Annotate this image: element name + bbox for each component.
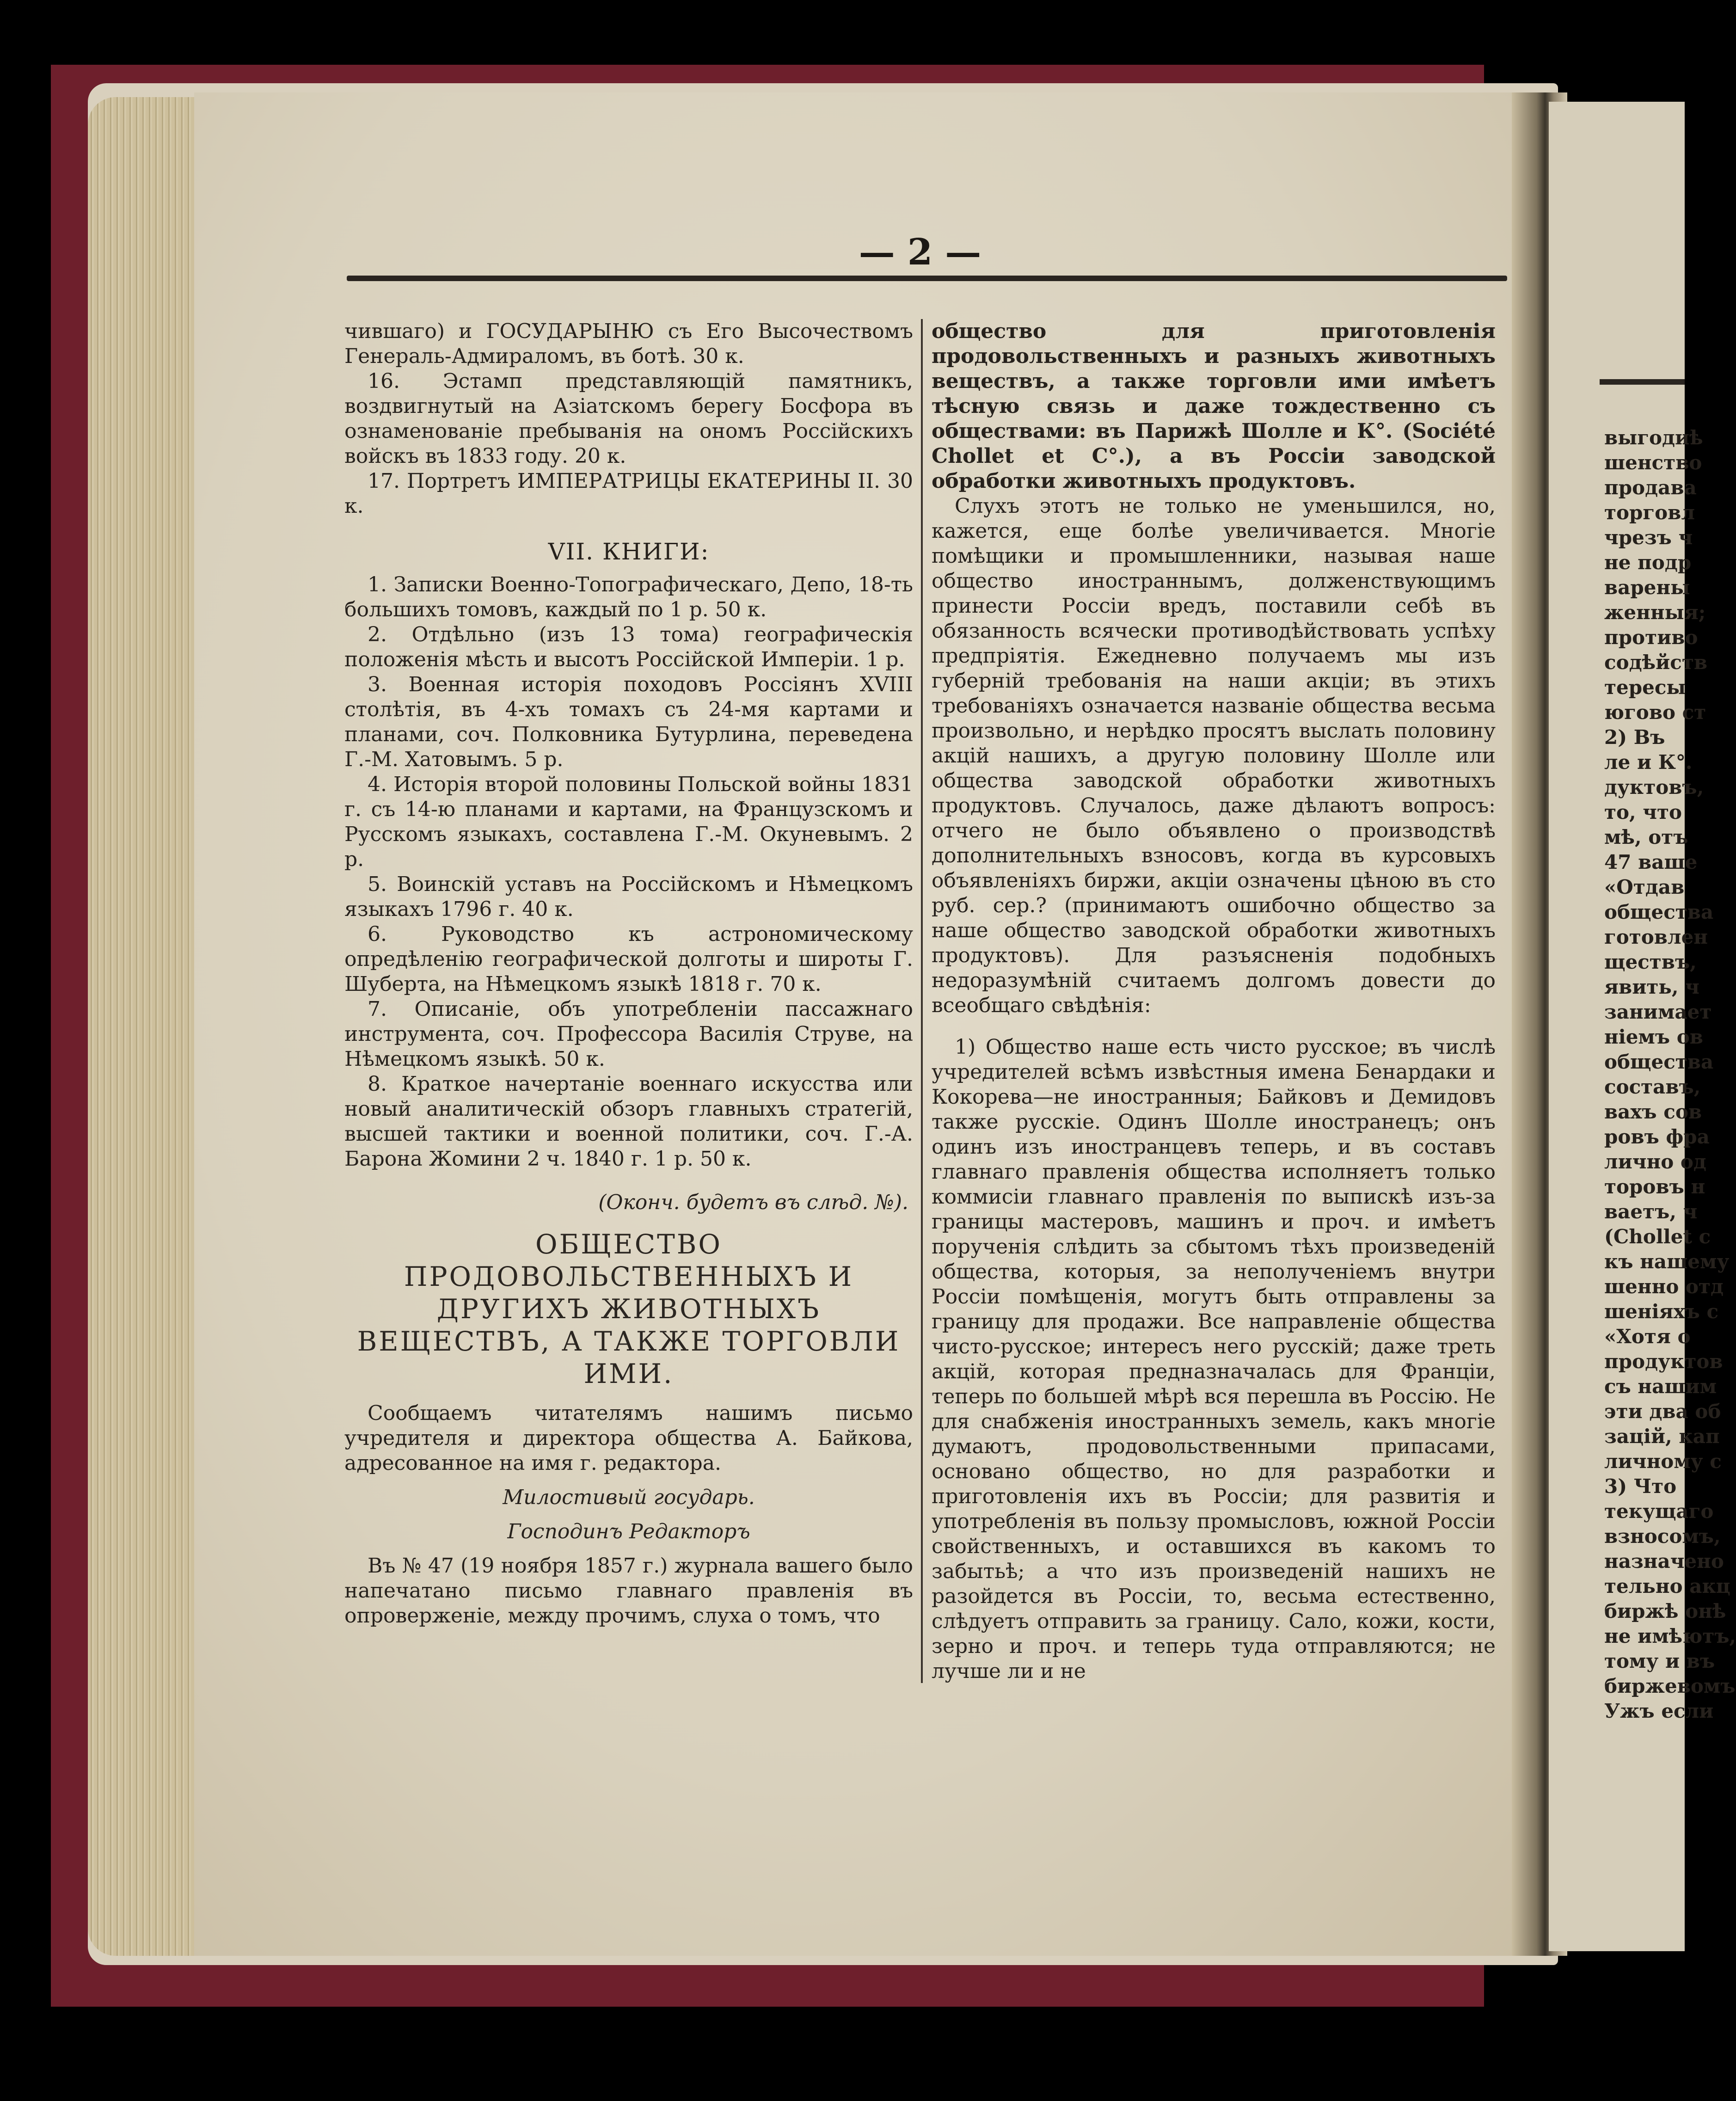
page-number: — 2 — bbox=[859, 231, 981, 273]
paragraph: 16. Эстамп представляющій памятникъ, воздвигнутый на Азіатскомъ берегу Босфора въ ознаменованіе пребыванія на ономъ Россійскихъ войскъ въ 1833 году. 20 к. bbox=[344, 369, 913, 468]
next-page-line: тельно акц bbox=[1604, 1575, 1730, 1597]
paragraph: общество для приготовленія продовольственныхъ и разныхъ животныхъ веществъ, а также торговли ими имѣетъ тѣсную связь и даже тождественно съ обществами: въ Парижѣ Шолле и К°. (Société Chollet et C°.), а въ Россіи заводской обработки животныхъ продуктовъ. bbox=[932, 319, 1496, 493]
next-page-line: 47 ваше bbox=[1604, 851, 1698, 873]
next-page-header-rule bbox=[1600, 379, 1685, 385]
list-item: 1. Записки Военно-Топографическаго, Депо, 18-ть большихъ томовъ, каждый по 1 р. 50 к. bbox=[344, 573, 913, 621]
next-page-line: ровъ фра bbox=[1604, 1125, 1710, 1148]
paragraph: 1) Общество наше есть чисто русское; въ числѣ учредителей всѣмъ извѣстныя имена Бенардаки и Кокорева—не иностранныя; Байковъ и Демидовъ также русскіе. Одинъ Шолле иностранецъ; онъ одинъ изъ иностранцевъ теперь, и въ составъ главнаго правленія общества исполняетъ только коммисіи главнаго правленія по выпискѣ изъ-за границы мастеровъ, машинъ и проч. и имѣетъ порученія слѣдить за сбытомъ тѣхъ произведеній общества, которыя, за неполученіемъ внутри Россіи помѣщенія, могутъ быть отправлены за границу для продажи. Все направленіе общества чисто-русское; интересъ него русскій; даже треть акцій, которая предназначалась для Франціи, теперь по большей мѣрѣ вся перешла въ Россію. Не для снабженія иностранныхъ земель, какъ многіе думаютъ, продовольственными припасами, основано общество, но для разработки и приготовленія ихъ въ Россіи; для развитія и употребленія въ пользу промысловъ, южной Россіи свойственныхъ, и оставшихся въ какомъ то забытьѣ; а что изъ произведеній нашихъ не разойдется въ Россіи, то, весьма естественно, слѣдуетъ отправить за границу. Сало, кожи, кости, зерно и проч. и теперь туда отправляются; не лучше ли и не bbox=[932, 1035, 1496, 1683]
next-page-line: варены bbox=[1604, 576, 1690, 599]
next-page-line: биржѣ онѣ bbox=[1604, 1600, 1726, 1622]
next-page-line: ле и К°. bbox=[1604, 751, 1693, 774]
next-page-line: готовлен bbox=[1604, 926, 1708, 948]
right-column bbox=[932, 319, 1496, 1684]
paragraph: Въ № 47 (19 ноября 1857 г.) журнала вашего было напечатано письмо главнаго правленія въ опроверженіе, между прочимъ, слуха о томъ, что bbox=[344, 1554, 913, 1628]
next-page-line: противо bbox=[1604, 626, 1698, 649]
next-page-line: продуктов bbox=[1604, 1350, 1723, 1373]
next-page-line: шенно отд bbox=[1604, 1275, 1724, 1298]
next-page-line: (Chollet c bbox=[1604, 1225, 1711, 1248]
section-heading: VII. КНИГИ: bbox=[548, 538, 710, 565]
next-page-line: эти два об bbox=[1604, 1400, 1721, 1423]
list-item: 5. Воинскій уставъ на Россійскомъ и Нѣмецкомъ языкахъ 1796 г. 40 к. bbox=[344, 872, 913, 921]
next-page-line: тому и въ bbox=[1604, 1650, 1715, 1672]
paragraph: 17. Портретъ ИМПЕРАТРИЦЫ ЕКАТЕРИНЫ II. 30 к. bbox=[344, 469, 913, 518]
next-page-line: дуктовъ, bbox=[1604, 776, 1704, 799]
list-item: 2. Отдѣльно (изъ 13 тома) географическія положенія мѣсть и высотъ Россійской Имперіи. 1 р. bbox=[344, 623, 913, 671]
next-page-line: шенство bbox=[1604, 451, 1702, 474]
salutation: Милостивый государь. bbox=[503, 1486, 755, 1509]
list-item: 3. Военная исторія походовъ Россіянъ XVIII столѣтія, въ 4-хъ томахъ съ 24-мя картами и планами, соч. Полковника Бутурлина, переведена Г.-М. Хатовымъ. 5 р. bbox=[344, 673, 913, 771]
next-page-line: шеніяхъ с bbox=[1604, 1300, 1719, 1323]
next-page-line: не подр bbox=[1604, 551, 1692, 574]
next-page-line: лично од bbox=[1604, 1150, 1706, 1173]
next-page-text bbox=[1604, 425, 1736, 1724]
next-page-line: къ нашему bbox=[1604, 1250, 1730, 1273]
next-page bbox=[1549, 102, 1736, 1951]
next-page-line: мѣ, отъ bbox=[1604, 826, 1688, 848]
next-page-line: женныя; bbox=[1604, 601, 1706, 624]
article-intro: Сообщаемъ читателямъ нашимъ письмо учредителя и директора общества А. Байкова, адресованное на имя г. редактора. bbox=[344, 1401, 913, 1475]
next-page-line: назначено bbox=[1604, 1550, 1724, 1573]
next-page-line: ніемъ ов bbox=[1604, 1026, 1703, 1048]
next-page-line: торговл bbox=[1604, 501, 1695, 524]
next-page-line: 3) Что bbox=[1604, 1475, 1677, 1498]
next-page-line: текущаго bbox=[1604, 1500, 1714, 1523]
next-page-line: съ нашим bbox=[1604, 1375, 1717, 1398]
next-page-line: личному с bbox=[1604, 1450, 1722, 1473]
list-item: 8. Краткое начертаніе военнаго искусства или новый аналитическій обзоръ главныхъ стратегій, высшей тактики и военной политики, соч. Г.-А. Барона Жомини 2 ч. 1840 г. 1 р. 50 к. bbox=[344, 1072, 913, 1171]
next-page-line: составъ, bbox=[1604, 1075, 1701, 1098]
article-title: ОБЩЕСТВО ПРОДОВОЛЬСТВЕННЫХЪ И ДРУГИХЪ ЖИВОТНЫХЪ ВЕЩЕСТВЪ, А ТАКЖЕ ТОРГОВЛИ ИМИ. bbox=[357, 1229, 901, 1389]
next-page-line: биржевомъ bbox=[1604, 1675, 1736, 1697]
next-page-line: чрезъ ч bbox=[1604, 526, 1693, 549]
next-page-line: общества bbox=[1604, 901, 1714, 923]
header-rule bbox=[347, 276, 1507, 281]
next-page-line: югово ст bbox=[1604, 701, 1706, 724]
next-page-line: взносомъ, bbox=[1604, 1525, 1721, 1548]
next-page-line: то, что bbox=[1604, 801, 1682, 823]
next-page-line: выгодиѣ bbox=[1604, 426, 1703, 449]
next-page-line: ваетъ, ч bbox=[1604, 1200, 1698, 1223]
salutation: Господинъ Редакторъ bbox=[507, 1520, 750, 1543]
left-column bbox=[344, 319, 913, 1628]
list-item: 6. Руководство къ астрономическому опредѣленію географической долготы и широты Г. Шуберта, на Нѣмецкомъ языкѣ 1818 г. 70 к. bbox=[344, 922, 913, 996]
next-page-line: «Отдав bbox=[1604, 876, 1685, 898]
next-page-line: тересы bbox=[1604, 676, 1686, 699]
paragraph: чившаго) и ГОСУДАРЫНЮ съ Его Высочествомъ Генераль-Адмираломъ, въ ботѣ. 30 к. bbox=[344, 319, 913, 368]
list-item: 7. Описаніе, объ употребленіи пассажнаго инструмента, соч. Профессора Василія Струве, на Нѣмецкомъ языкѣ. 50 к. bbox=[344, 997, 913, 1071]
next-page-line: не имѣютъ, bbox=[1604, 1625, 1736, 1647]
next-page-line: содѣйств bbox=[1604, 651, 1708, 674]
next-page-line: Ужъ если bbox=[1604, 1700, 1714, 1722]
next-page-line: 2) Въ bbox=[1604, 726, 1665, 749]
next-page-line: занимает bbox=[1604, 1001, 1712, 1023]
next-page-line: ществъ, bbox=[1604, 951, 1697, 973]
continued-note: (Оконч. будетъ въ слѣд. №). bbox=[598, 1191, 908, 1214]
list-item: 4. Исторія второй половины Польской войны 1831 г. съ 14-ю планами и картами, на Французскомъ и Русскомъ языкахъ, составлена Г.-М. Окуневымъ. 2 р. bbox=[344, 773, 913, 871]
next-page-line: общества bbox=[1604, 1050, 1714, 1073]
next-page-line: зацій, кап bbox=[1604, 1425, 1720, 1448]
next-page-line: вахъ сов bbox=[1604, 1100, 1702, 1123]
paragraph: Слухъ этотъ не только не уменьшился, но, кажется, еще болѣе увеличивается. Многіе помѣщики и промышленники, называя наше общество иностраннымъ, долженствующимъ принести Россіи вредъ, поставили себѣ въ обязанность всячески противодѣйствовать успѣху предпріятія. Ежедневно получаемъ мы изъ губерній требованія на наши акціи; въ этихъ требованіяхъ означается названіе общества весьма произвольно, и нерѣдко просятъ выслать половину акцій нашихъ, а другую половину Шолле или общества заводской обработки животныхъ продуктовъ. Случалось, даже дѣлаютъ вопросъ: отчего не было объявлено о производствѣ дополнительныхъ взносовъ, когда въ курсовыхъ объявленіяхъ биржи, акціи означены цѣною въ сто руб. сер.? (принимаютъ ошибочно общество за наше общество заводской обработки животныхъ продуктовъ). Для разъясненія подобныхъ недоразумѣній считаемъ долгомъ довести до всеобщаго свѣдѣнія: bbox=[932, 494, 1496, 1017]
next-page-line: торовъ н bbox=[1604, 1175, 1705, 1198]
page-header bbox=[333, 231, 1507, 287]
next-page-line: явить, ч bbox=[1604, 976, 1699, 998]
next-page-line: продава bbox=[1604, 476, 1697, 499]
next-page-line: «Хотя о bbox=[1604, 1325, 1691, 1348]
column-divider bbox=[921, 319, 923, 1683]
